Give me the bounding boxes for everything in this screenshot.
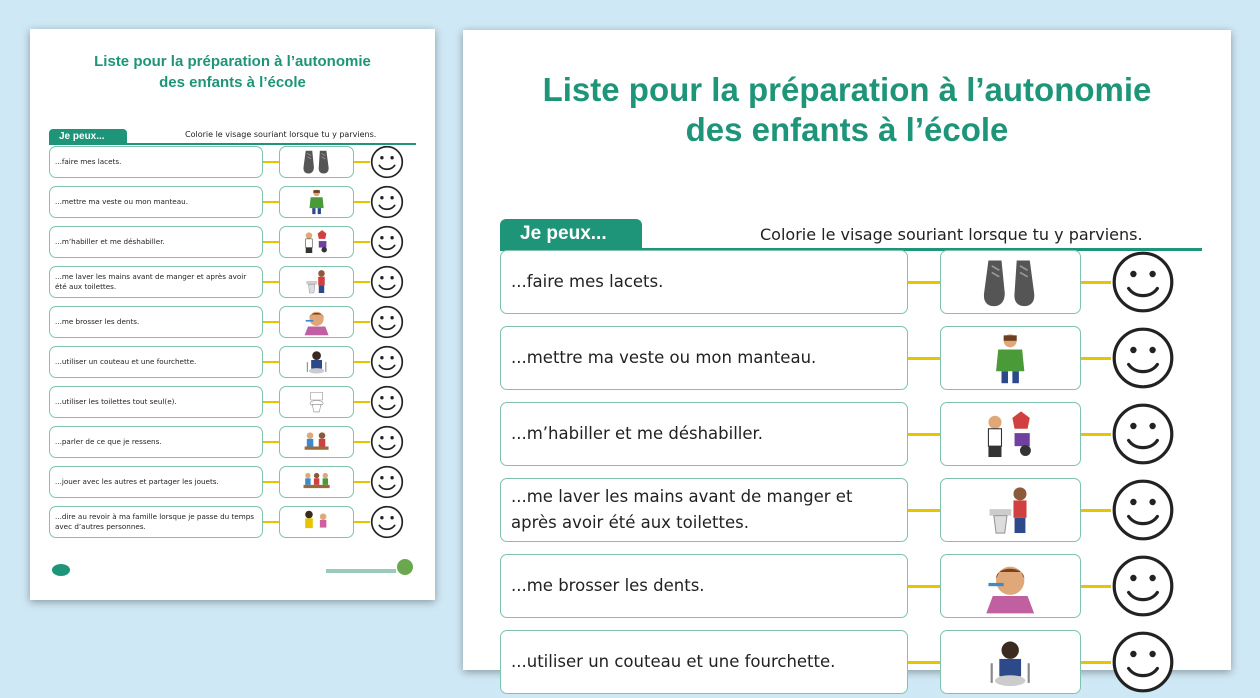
goodbye-icon	[299, 508, 334, 535]
worksheet-zoomed	[463, 30, 1231, 670]
je-peux-tab-large: Je peux...	[500, 219, 642, 249]
skill-text-box	[49, 146, 263, 178]
skill-text-box	[49, 506, 263, 538]
checklist-row	[30, 506, 435, 538]
skill-text-box	[500, 402, 908, 466]
smiley-face-icon[interactable]	[370, 385, 404, 419]
connector-line	[354, 401, 370, 403]
checklist-row	[30, 186, 435, 218]
skill-text-box	[500, 478, 908, 542]
skill-text: ...me laver les mains avant de manger et après avoir été aux toilettes.	[55, 272, 247, 291]
smiley-face-icon[interactable]	[370, 425, 404, 459]
connector-line	[908, 661, 940, 664]
skill-text: ...jouer avec les autres et partager les jouets.	[55, 477, 219, 486]
illustration-box	[279, 466, 354, 498]
connector-line	[1081, 585, 1111, 588]
skill-text: ...utiliser un couteau et une fourchette.	[511, 652, 836, 671]
checklist-row	[30, 346, 435, 378]
connector-line	[908, 281, 940, 284]
shoes-icon	[299, 148, 334, 175]
checklist-row	[463, 402, 1231, 466]
skill-text-box	[49, 306, 263, 338]
title-line-1: Liste pour la préparation à l’autonomie	[94, 53, 371, 70]
illustration-box	[940, 250, 1081, 314]
handwashing-icon	[975, 483, 1045, 537]
connector-line	[263, 201, 279, 203]
eating-icon	[975, 635, 1045, 689]
smiley-face-icon[interactable]	[1111, 326, 1175, 390]
footer-text	[326, 569, 396, 573]
connector-line	[354, 321, 370, 323]
connector-line	[354, 161, 370, 163]
skill-text: ...faire mes lacets.	[511, 272, 664, 291]
badge-icon	[397, 559, 413, 575]
illustration-box	[279, 506, 354, 538]
connector-line	[1081, 357, 1111, 360]
child-coat-icon	[975, 331, 1045, 385]
checklist-row	[30, 426, 435, 458]
connector-line	[263, 521, 279, 523]
checklist-row	[463, 630, 1231, 694]
connector-line	[263, 281, 279, 283]
skill-text: ...faire mes lacets.	[55, 157, 122, 166]
connector-line	[908, 585, 940, 588]
skill-text: ...m’habiller et me déshabiller.	[511, 424, 764, 443]
skill-text: ...mettre ma veste ou mon manteau.	[511, 348, 817, 367]
title-line-2: des enfants à l’école	[159, 74, 306, 91]
smiley-face-icon[interactable]	[370, 145, 404, 179]
skill-text: ...me laver les mains avant de manger et après avoir été aux toilettes.	[511, 487, 853, 532]
connector-line	[1081, 281, 1111, 284]
handwashing-icon	[299, 268, 334, 295]
skill-text: ...dire au revoir à ma famille lorsque je passe du temps avec d’autres personnes.	[55, 512, 255, 531]
page-title	[30, 51, 435, 93]
connector-line	[263, 361, 279, 363]
checklist-row	[463, 554, 1231, 618]
illustration-box	[940, 554, 1081, 618]
title-line-1-large: Liste pour la préparation à l’autonomie	[542, 71, 1152, 108]
skill-text: ...me brosser les dents.	[55, 317, 140, 326]
shoes-icon	[975, 255, 1045, 309]
child-coat-icon	[299, 188, 334, 215]
skill-text: ...me brosser les dents.	[511, 576, 705, 595]
connector-line	[354, 481, 370, 483]
illustration-box	[279, 306, 354, 338]
smiley-face-icon[interactable]	[1111, 402, 1175, 466]
connector-line	[263, 441, 279, 443]
connector-line	[908, 433, 940, 436]
skill-text-box	[49, 466, 263, 498]
illustration-box	[279, 386, 354, 418]
connector-line	[908, 509, 940, 512]
title-line-2-large: des enfants à l’école	[685, 111, 1009, 148]
connector-line	[354, 521, 370, 523]
skill-text-box	[49, 186, 263, 218]
smiley-face-icon[interactable]	[370, 225, 404, 259]
connector-line	[263, 401, 279, 403]
connector-line	[354, 281, 370, 283]
smiley-face-icon[interactable]	[370, 465, 404, 499]
skill-text-box	[500, 250, 908, 314]
eating-icon	[299, 348, 334, 375]
toilet-icon	[299, 388, 334, 415]
checklist-row	[30, 146, 435, 178]
illustration-box	[279, 266, 354, 298]
illustration-box	[279, 146, 354, 178]
connector-line	[1081, 509, 1111, 512]
connector-line	[908, 357, 940, 360]
checklist-row	[30, 226, 435, 258]
skill-text-box	[500, 630, 908, 694]
illustration-box	[940, 630, 1081, 694]
checklist-row	[463, 250, 1231, 314]
skill-text-box	[49, 266, 263, 298]
tab-underline	[49, 143, 416, 145]
connector-line	[354, 201, 370, 203]
illustration-box	[940, 402, 1081, 466]
dressing-icon	[975, 407, 1045, 461]
skill-text-box	[500, 326, 908, 390]
smiley-face-icon[interactable]	[1111, 250, 1175, 314]
skill-text: ...utiliser les toilettes tout seul(e).	[55, 397, 177, 406]
smiley-face-icon[interactable]	[1111, 630, 1175, 694]
page-title-large	[463, 70, 1231, 150]
talking-icon	[299, 428, 334, 455]
dressing-icon	[299, 228, 334, 255]
skill-text: ...utiliser un couteau et une fourchette.	[55, 357, 197, 366]
checklist-row	[463, 478, 1231, 542]
connector-line	[354, 361, 370, 363]
logo-icon	[52, 564, 70, 576]
illustration-box	[279, 346, 354, 378]
skill-text-box	[49, 346, 263, 378]
smiley-face-icon[interactable]	[1111, 478, 1175, 542]
checklist-row	[30, 386, 435, 418]
skill-text-box	[500, 554, 908, 618]
connector-line	[1081, 661, 1111, 664]
illustration-box	[940, 478, 1081, 542]
smiley-face-icon[interactable]	[370, 305, 404, 339]
connector-line	[354, 241, 370, 243]
skill-text: ...mettre ma veste ou mon manteau.	[55, 197, 188, 206]
skill-text-box	[49, 426, 263, 458]
illustration-box	[279, 226, 354, 258]
smiley-face-icon[interactable]	[370, 505, 404, 539]
skill-text: ...parler de ce que je ressens.	[55, 437, 162, 446]
skill-text-box	[49, 386, 263, 418]
smiley-face-icon[interactable]	[1111, 554, 1175, 618]
checklist-row	[30, 306, 435, 338]
checklist-row	[30, 266, 435, 298]
illustration-box	[279, 186, 354, 218]
connector-line	[263, 321, 279, 323]
playing-icon	[299, 468, 334, 495]
connector-line	[263, 241, 279, 243]
toothbrush-icon	[975, 559, 1045, 613]
connector-line	[1081, 433, 1111, 436]
smiley-face-icon[interactable]	[370, 345, 404, 379]
illustration-box	[279, 426, 354, 458]
toothbrush-icon	[299, 308, 334, 335]
checklist-row	[463, 326, 1231, 390]
skill-text: ...m’habiller et me déshabiller.	[55, 237, 165, 246]
smiley-face-icon[interactable]	[370, 185, 404, 219]
skill-text-box	[49, 226, 263, 258]
connector-line	[263, 161, 279, 163]
smiley-face-icon[interactable]	[370, 265, 404, 299]
je-peux-tab: Je peux...	[49, 129, 127, 144]
instruction-text-large: Colorie le visage souriant lorsque tu y parviens.	[760, 225, 1143, 244]
checklist-row	[30, 466, 435, 498]
illustration-box	[940, 326, 1081, 390]
connector-line	[354, 441, 370, 443]
instruction-text: Colorie le visage souriant lorsque tu y parviens.	[185, 130, 377, 139]
connector-line	[263, 481, 279, 483]
worksheet-thumbnail	[30, 29, 435, 600]
